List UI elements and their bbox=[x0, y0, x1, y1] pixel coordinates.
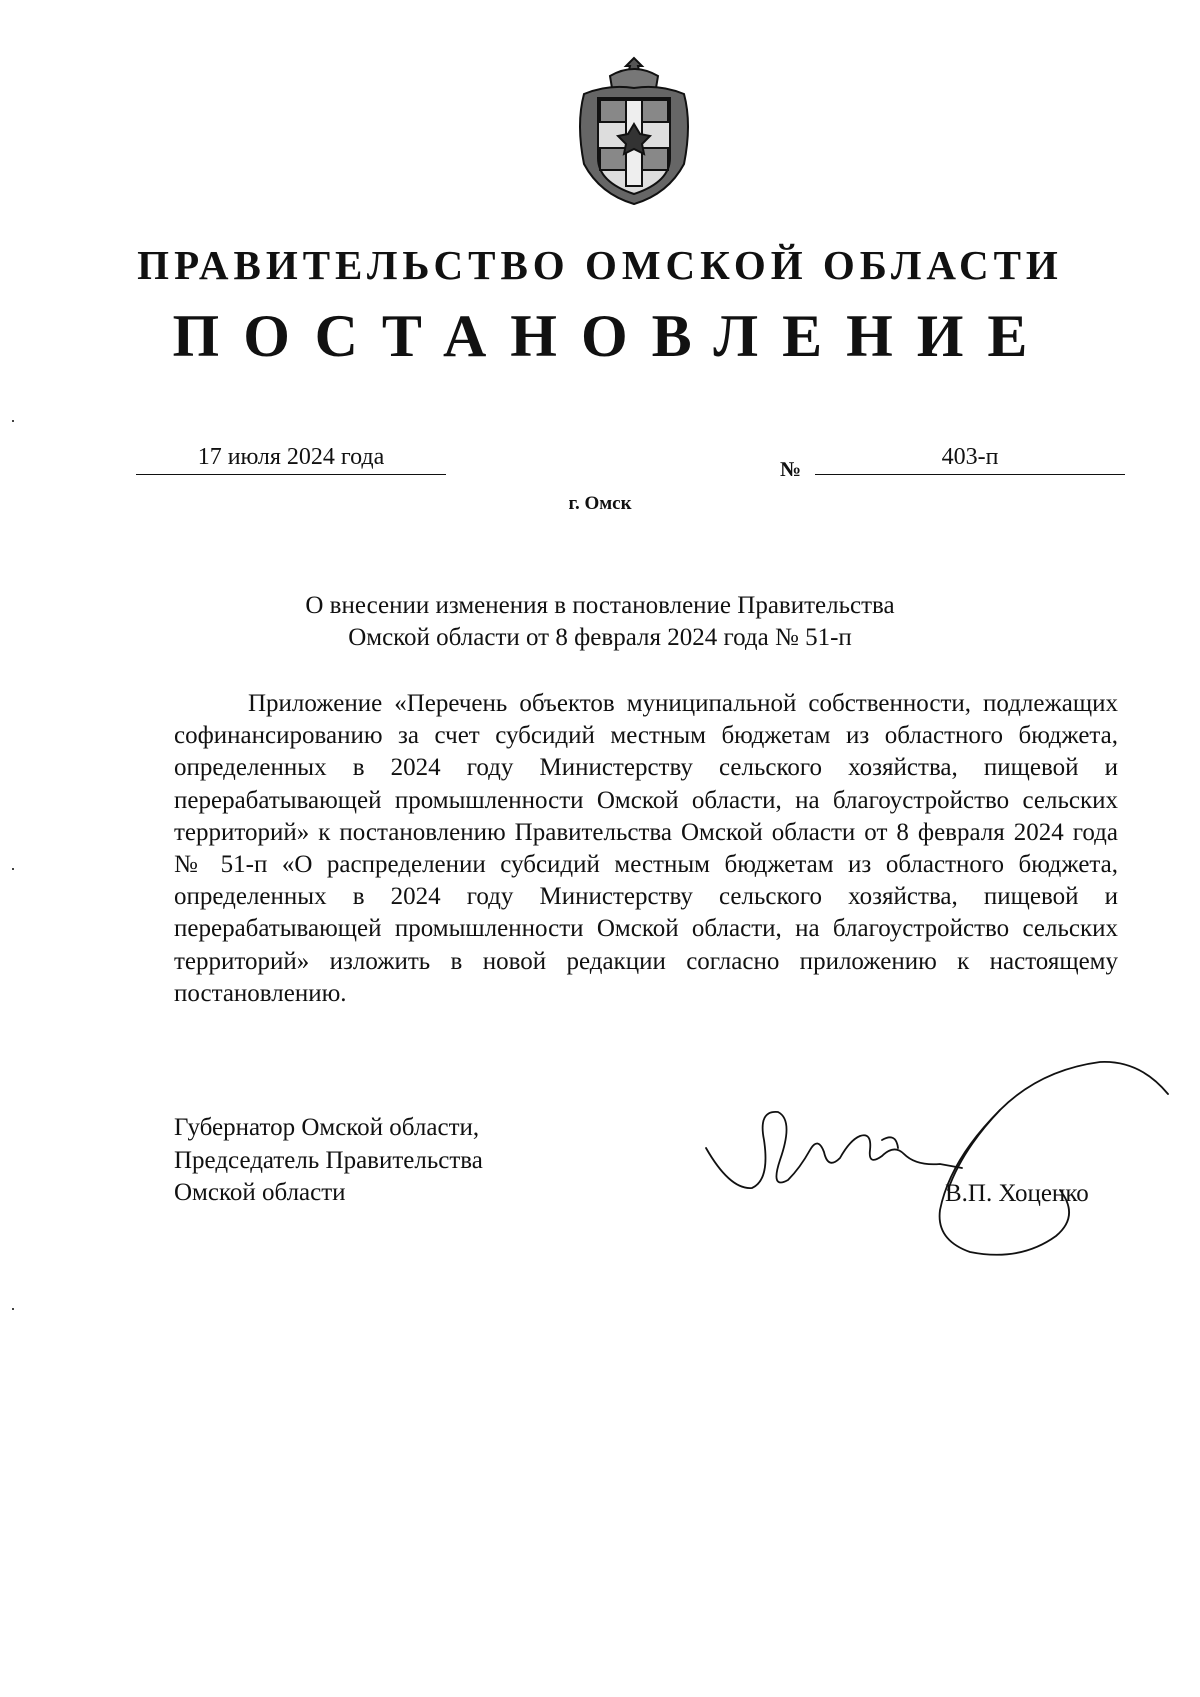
document-subject bbox=[0, 590, 1200, 654]
number-label: № bbox=[780, 457, 802, 481]
margin-mark bbox=[12, 420, 14, 422]
document-date: 17 июля 2024 года bbox=[136, 442, 446, 475]
margin-mark bbox=[12, 868, 14, 870]
handwritten-signature bbox=[700, 1040, 1180, 1270]
document-type-title: ПОСТАНОВЛЕНИЕ bbox=[172, 303, 1052, 369]
signer-position-line-3: Омской области bbox=[174, 1179, 346, 1206]
signer-name: В.П. Хоценко bbox=[945, 1180, 1089, 1207]
document-number: 403-п bbox=[815, 442, 1125, 475]
subject-line-1: О внесении изменения в постановление Правительства bbox=[305, 592, 895, 619]
government-title: ПРАВИТЕЛЬСТВО ОМСКОЙ ОБЛАСТИ bbox=[137, 242, 1063, 288]
coat-of-arms-emblem bbox=[570, 54, 698, 208]
city-line: г. Омск bbox=[568, 493, 632, 514]
signer-position-line-2: Председатель Правительства bbox=[174, 1146, 483, 1174]
body-paragraph: Приложение «Перечень объектов муниципальной собственности, подлежащих софинансированию за счет субсидий местным бюджетам из областного бюджета, определенных в 2024 году Министерству сельского хозяйства, пищевой и перерабатывающей промышленности Омской области, на благоустройство сельских территорий» к постановлению Правительства Омской области от 8 февраля 2024 года № 51-п «О распределении субсидий местным бюджетам из областного бюджета, определенных в 2024 году Министерству сельского хозяйства, пищевой и перерабатывающей промышленности Омской области, на благоустройство сельских территорий» изложить в новой редакции согласно приложению к настоящему постановлению. bbox=[174, 690, 1118, 1007]
signer-position bbox=[174, 1112, 483, 1210]
signer-position-line-1: Губернатор Омской области, bbox=[174, 1114, 480, 1141]
subject-line-2: Омской области от 8 февраля 2024 года № 51-п bbox=[348, 624, 852, 651]
margin-mark bbox=[12, 1308, 14, 1310]
